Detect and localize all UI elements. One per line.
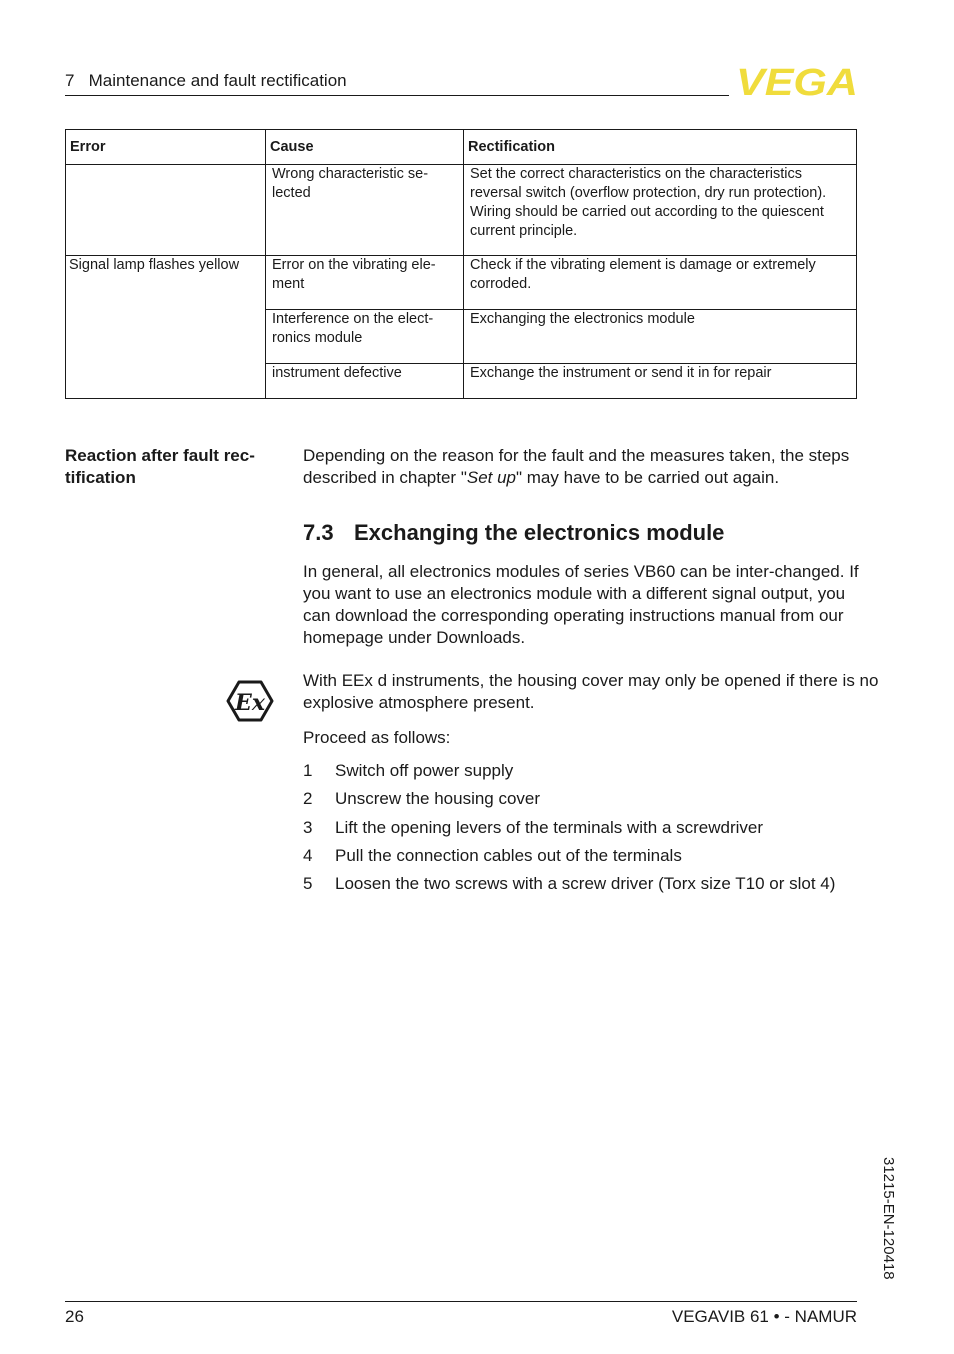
step-text: Switch off power supply [335,761,514,780]
header-rule [65,95,729,96]
table-cell-cause: Error on the vibrating ele-ment [266,256,464,310]
reaction-text-after: " may have to be carried out again. [516,468,780,487]
intro-paragraph: In general, all electronics modules of series VB60 can be inter-changed. If you want to use an electronics module with a different signal output, you can download the corresponding operating instructions manual from our homepage under Downloads. [303,562,859,647]
ex-explosion-protection-icon [226,680,274,722]
page-number: 26 [65,1307,84,1326]
table-cell-rectification: Set the correct characteristics on the characteristics reversal switch (overflow protection, dry run protection). Wiring should be carried out according to the quiescent current principle. [464,165,857,256]
table-cell-cause: instrument defective [266,364,464,399]
footer-rule [65,1301,857,1302]
list-item [303,846,835,874]
step-number: 2 [303,789,313,809]
table-cell-cause: Wrong characteristic se-lected [266,165,464,256]
table-cell-rectification: Check if the vibrating element is damage or extremely corroded. [464,256,857,310]
list-item [303,761,835,789]
table-cell-error: Signal lamp flashes yellow [66,256,266,399]
list-item [303,874,835,902]
table-row [66,256,857,310]
step-text: Lift the opening levers of the terminals with a screwdriver [335,817,764,837]
product-name: VEGAVIB 61 • - NAMUR [671,1307,857,1326]
reaction-side-label: Reaction after fault rec-tification [65,446,255,487]
svg-text:Ex: Ex [235,690,265,716]
table-cell-rectification: Exchanging the electronics module [464,310,857,364]
document-number: 31215-EN-120418 [880,1157,897,1280]
reaction-text-before: Depending on the reason for the fault and the measures taken, the steps described in chapter " [303,446,850,487]
proceed-paragraph: Proceed as follows: [303,728,451,747]
step-text: Pull the connection cables out of the terminals [335,845,682,865]
step-number: 5 [303,874,313,894]
column-header-cause: Cause [266,130,464,165]
step-text: Loosen the two screws with a screw driver (Torx size T10 or slot 4) [335,874,836,894]
step-number: 1 [303,761,313,780]
table-cell-cause: Interference on the elect-ronics module [266,310,464,364]
table-cell-rectification: Exchange the instrument or send it in for repair [464,364,857,399]
chapter-title: 7 Maintenance and fault rectification [65,71,347,90]
warning-paragraph: With EEx d instruments, the housing cover may only be opened if there is no explosive atmosphere present. [303,671,879,712]
step-number: 4 [303,845,313,865]
section-title: Exchanging the electronics module [354,520,725,545]
table-row [66,165,857,256]
step-text: Unscrew the housing cover [335,789,541,809]
fault-table [65,129,857,399]
list-item [303,789,835,817]
step-number: 3 [303,817,313,837]
section-heading [303,520,724,546]
reaction-paragraph [303,445,863,489]
document-number-vertical [878,1157,900,1307]
column-header-rectification: Rectification [464,130,857,165]
table-cell-error [66,165,266,256]
vega-logo [735,64,859,98]
table-header-row [66,130,857,165]
column-header-error: Error [66,130,266,165]
section-number: 7.3 [303,520,334,545]
list-item [303,818,835,846]
steps-list [303,761,835,902]
reaction-text-italic: Set up [466,468,517,487]
vega-logo-text: VEGA [736,64,858,98]
